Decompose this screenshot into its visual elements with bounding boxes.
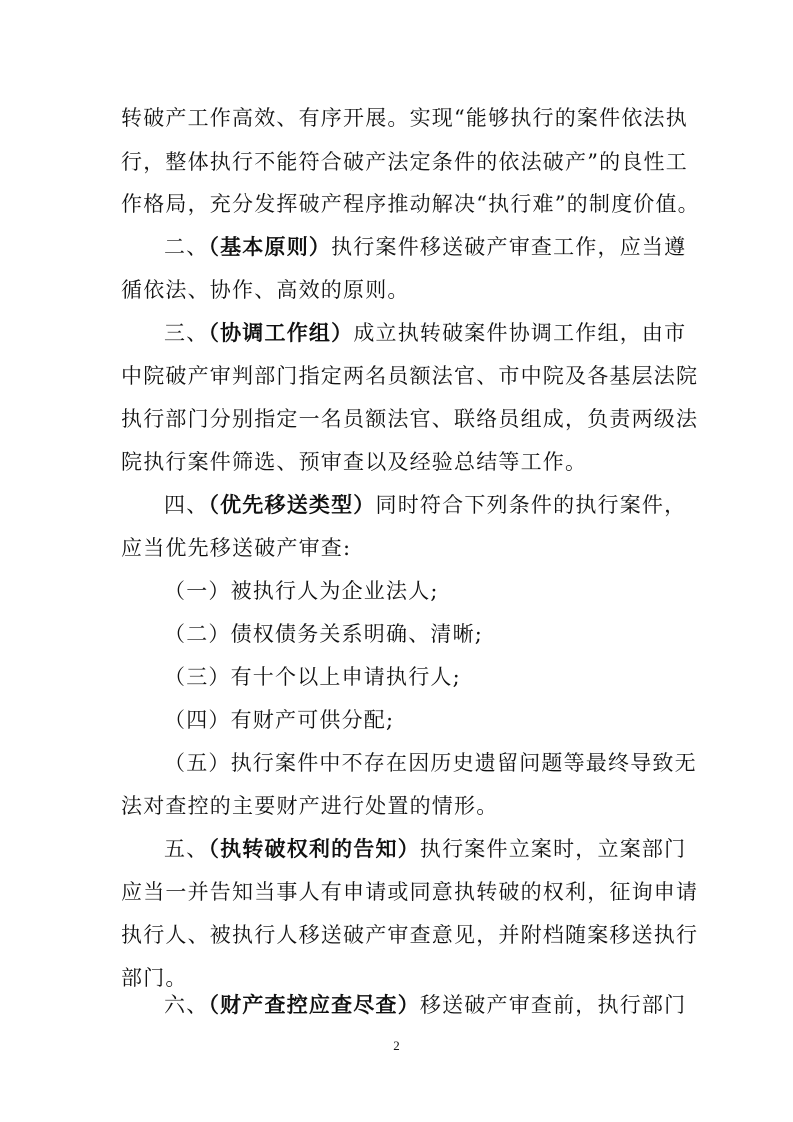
article-number: 六、 — [164, 993, 209, 1017]
paragraph-line: 部门。 — [121, 966, 188, 990]
paragraph-line: 作格局，充分发挥破产程序推动解决“执行难”的制度价值。 — [121, 192, 700, 216]
article-heading-line — [164, 227, 687, 267]
article-heading-line — [164, 313, 687, 353]
article-text: 同时符合下列条件的执行案件， — [375, 493, 687, 517]
list-item: （五）执行案件中不存在因历史遗留问题等最终导致无 — [164, 751, 697, 775]
paragraph-line: 应当优先移送破产审查: — [121, 536, 352, 560]
paragraph-line: 中院破产审判部门指定两名员额法官、市中院及各基层法院 — [121, 364, 699, 388]
paragraph-line: 院执行案件筛选、预审查以及经验总结等工作。 — [121, 450, 588, 474]
article-title: （优先移送类型） — [208, 493, 376, 517]
list-item: （三）有十个以上申请执行人; — [164, 665, 461, 689]
article-number: 五、 — [164, 837, 209, 861]
paragraph-line: 行，整体执行不能符合破产法定条件的依法破产”的良性工 — [121, 150, 688, 174]
paragraph-line: 循依法、协作、高效的原则。 — [121, 278, 410, 302]
paragraph-line: 执行部门分别指定一名员额法官、联络员组成，负责两级法 — [121, 407, 699, 431]
article-text: 移送破产审查前，执行部门 — [419, 993, 687, 1017]
list-item: （一）被执行人为企业法人; — [164, 579, 439, 603]
paragraph-line: 执行人、被执行人移送破产审查意见，并附档随案移送执行 — [121, 923, 699, 947]
article-heading-line — [164, 829, 687, 869]
page-number: 2 — [393, 1038, 400, 1053]
article-number: 四、 — [164, 493, 209, 517]
article-text: 成立执转破案件协调工作组，由市 — [353, 321, 687, 345]
list-item: （四）有财产可供分配; — [164, 708, 395, 732]
article-text: 执行案件立案时，立案部门 — [419, 837, 687, 861]
article-title: （基本原则） — [208, 235, 332, 259]
article-title: （协调工作组） — [208, 321, 354, 345]
paragraph-line: 转破产工作高效、有序开展。实现“能够执行的案件依法执 — [121, 106, 688, 130]
article-heading-line — [164, 985, 687, 1025]
article-heading-line — [164, 485, 687, 525]
article-number: 三、 — [164, 321, 209, 345]
paragraph-line: 法对查控的主要财产进行处置的情形。 — [121, 794, 499, 818]
article-title: （财产查控应查尽查） — [208, 993, 420, 1017]
article-number: 二、 — [164, 235, 209, 259]
list-item: （二）债权债务关系明确、清晰; — [164, 622, 484, 646]
article-text: 执行案件移送破产审查工作，应当遵 — [331, 235, 687, 259]
article-title: （执转破权利的告知） — [208, 837, 420, 861]
paragraph-line: 应当一并告知当事人有申请或同意执转破的权利，征询申请 — [121, 880, 699, 904]
